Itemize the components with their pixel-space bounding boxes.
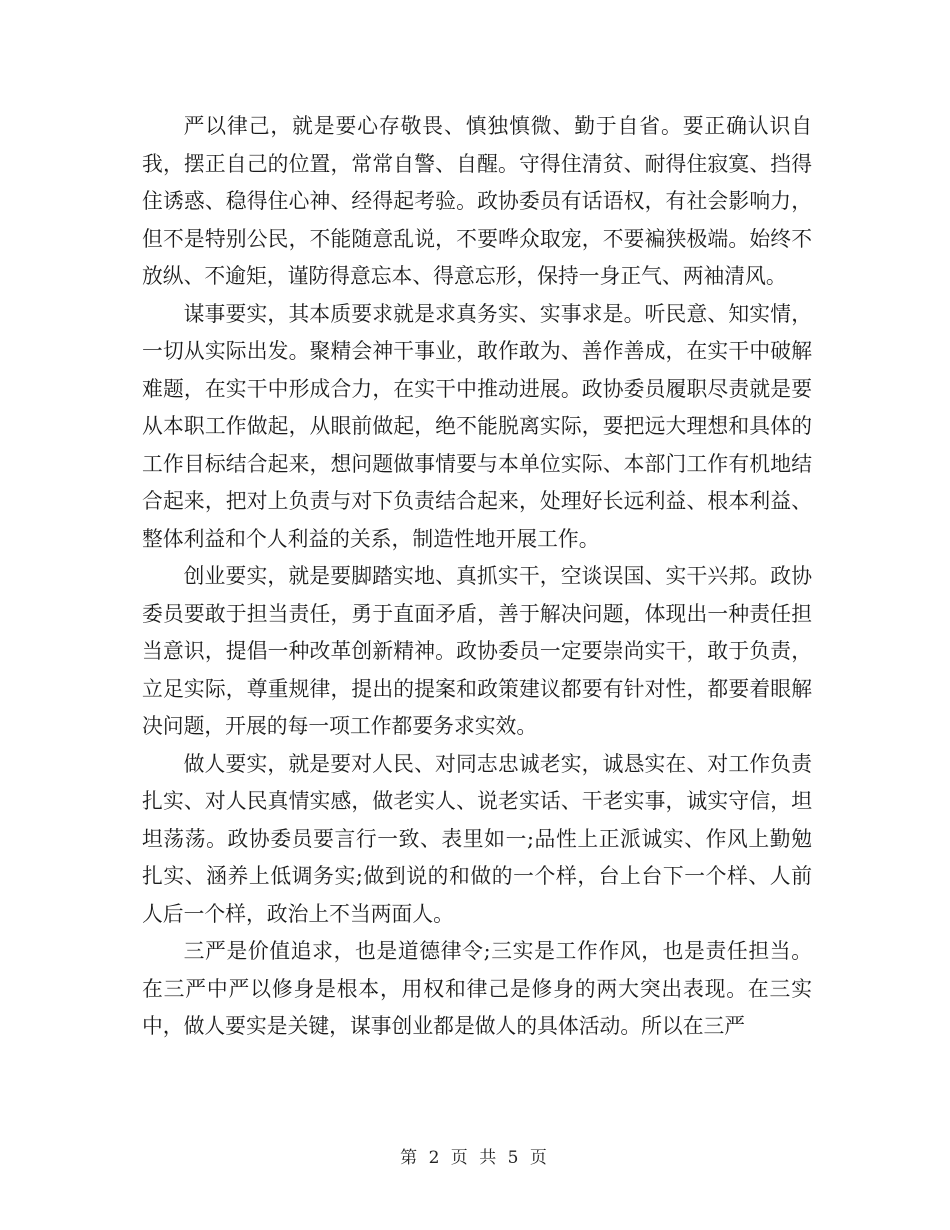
page-number-footer: 第 2 页 共 5 页: [400, 1148, 550, 1168]
paragraph-practical-conduct: 做人要实，就是要对人民、对同志忠诚老实，诚恳实在、对工作负责扎实、对人民真情实感，做老实人、说老实话、干老实事，诚实守信，坦坦荡荡。政协委员要言行一致、表里如一;品性上正派诚实、作风上勤勉扎实、涵养上低调务实;做到说的和做的一个样，台上台下一个样、人前人后一个样，政治上不当两面人。: [142, 751, 812, 926]
paragraph-three-stricts-summary: 三严是价值追求，也是道德律令;三实是工作作风，也是责任担当。在三严中严以修身是根本，用权和律己是修身的两大突出表现。在三实中，做人要实是关键，谋事创业都是做人的具体活动。所以在三严: [142, 939, 812, 1038]
paragraph-practical-planning: 谋事要实，其本质要求就是求真务实、实事求是。听民意、知实情，一切从实际出发。聚精会神干事业，敢作敢为、善作善成，在实干中破解难题，在实干中形成合力，在实干中推动进展。政协委员履职尽责就是要从本职工作做起，从眼前做起，绝不能脱离实际，要把远大理想和具体的工作目标结合起来，想问题做事情要与本单位实际、本部门工作有机地结合起来，把对上负责与对下负责结合起来，处理好长远利益、根本利益、整体利益和个人利益的关系，制造性地开展工作。: [142, 301, 812, 551]
paragraph-practical-enterprise: 创业要实，就是要脚踏实地、真抓实干，空谈误国、实干兴邦。政协委员要敢于担当责任，勇于直面矛盾，善于解决问题，体现出一种责任担当意识，提倡一种改革创新精神。政协委员一定要崇尚实干，敢于负责，立足实际，尊重规律，提出的提案和政策建议都要有针对性，都要着眼解决问题，开展的每一项工作都要务求实效。: [142, 564, 812, 738]
document-body: [142, 108, 812, 1046]
paragraph-strict-self-discipline: 严以律己，就是要心存敬畏、慎独慎微、勤于自省。要正确认识自我，摆正自己的位置，常常自警、自醒。守得住清贫、耐得住寂寞、挡得住诱惑、稳得住心神、经得起考验。政协委员有话语权，有社会影响力，但不是特别公民，不能随意乱说，不要哗众取宠，不要褊狭极端。始终不放纵、不逾矩，谨防得意忘本、得意忘形，保持一身正气、两袖清风。: [142, 114, 812, 288]
